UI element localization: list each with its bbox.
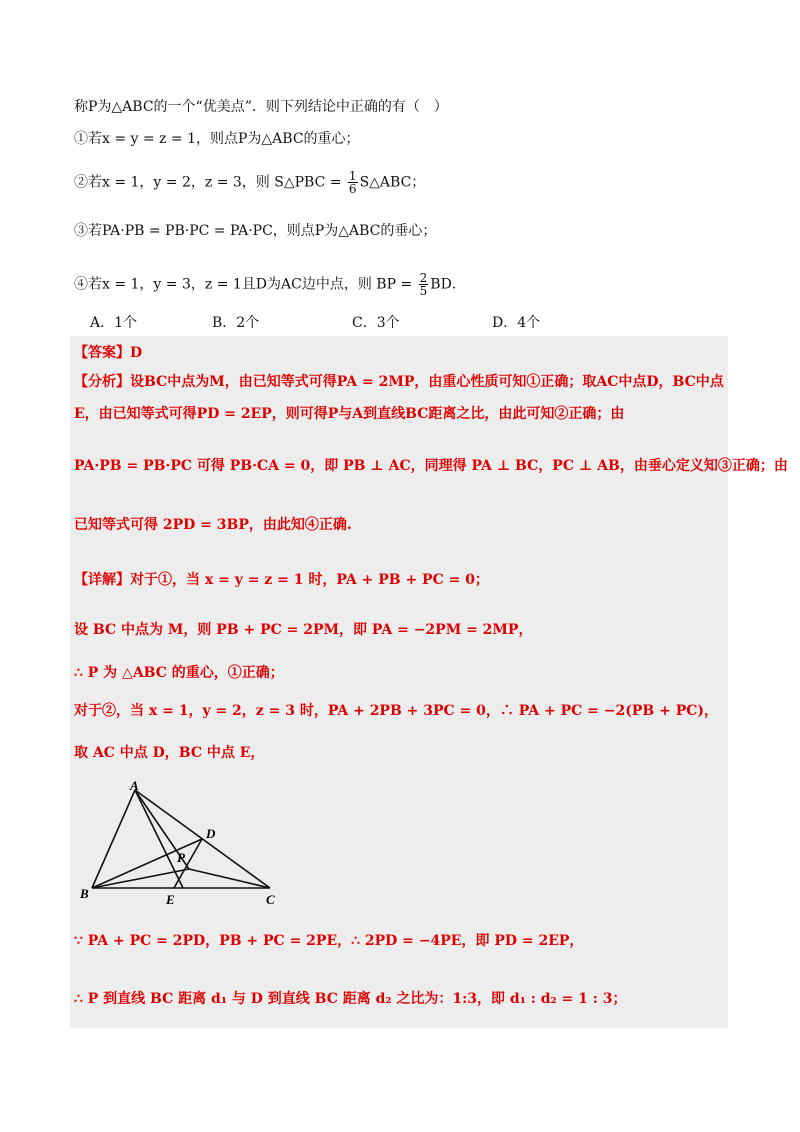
segment-ae xyxy=(135,790,183,888)
label-c: C xyxy=(266,892,275,907)
fraction-denominator: 5 xyxy=(419,284,428,298)
option-a[interactable]: A．1个 xyxy=(90,315,138,331)
detail-line-2: 设 BC 中点为 M，则 PB + PC = 2PM，即 PA = −2PM = 2MP， xyxy=(74,622,533,638)
statement-2-conditions: x = 1，y = 2，z = 3，则 xyxy=(102,174,270,191)
statement-4-bd: BD． xyxy=(430,276,466,293)
analysis-line-4: 已知等式可得 2PD = 3BP，由此知④正确. xyxy=(74,517,352,533)
detail-line-7: ∴ P 到直线 BC 距离 d₁ 与 D 到直线 BC 距离 d₂ 之比为：1:3，即 d₁ : d₂ = 1 : 3； xyxy=(74,991,627,1007)
analysis-line-3: PA·PB = PB·PC 可得 PB·CA = 0，即 PB ⊥ AC，同理得 PA ⊥ BC，PC ⊥ AB，由垂心定义知③正确；由 xyxy=(74,458,788,474)
fraction-numerator: 1 xyxy=(348,169,357,183)
answer-label: 【答案】D xyxy=(74,345,143,361)
analysis-line-2: E，由已知等式可得PD = 2EP，则可得P与A到直线BC距离之比，由此可知②正确；由 xyxy=(74,406,625,422)
question-intro: 称P为△ABC的一个“优美点”．则下列结论中正确的有（ ） xyxy=(74,99,448,115)
analysis-line-1: 【分析】设BC中点为M，由已知等式可得PA = 2MP，由重心性质可知①正确；取AC中点D，BC中点 xyxy=(74,374,724,390)
statement-2-area-right: S△ABC； xyxy=(359,174,426,191)
segment-bp xyxy=(92,869,189,888)
detail-line-1: 【详解】对于①，当 x = y = z = 1 时，PA + PB + PC = 0； xyxy=(74,572,489,588)
edge-ca xyxy=(135,790,270,888)
detail-line-6: ∵ PA + PC = 2PD，PB + PC = 2PE，∴ 2PD = −4PE，即 PD = 2EP， xyxy=(74,933,584,949)
statement-4-bp: BP = xyxy=(376,276,417,293)
option-d[interactable]: D．4个 xyxy=(492,315,541,331)
label-e: E xyxy=(166,892,175,907)
fraction-denominator: 6 xyxy=(348,182,357,196)
label-d: D xyxy=(206,826,216,841)
statement-2 xyxy=(74,170,425,195)
statement-4 xyxy=(74,272,466,297)
option-c[interactable]: C．3个 xyxy=(352,315,400,331)
statement-2-area-left: S△PBC = xyxy=(274,174,346,191)
label-p: P xyxy=(177,850,185,865)
fraction-two-fifths xyxy=(419,272,429,297)
fraction-numerator: 2 xyxy=(419,271,428,285)
statement-1: ①若x = y = z = 1，则点P为△ABC的重心； xyxy=(74,131,360,147)
edge-ab xyxy=(92,790,135,888)
option-b[interactable]: B．2个 xyxy=(212,315,260,331)
answer-panel xyxy=(70,336,728,1028)
fraction-one-sixth xyxy=(348,170,358,195)
label-a: A xyxy=(130,780,139,793)
label-b: B xyxy=(80,886,89,901)
detail-line-3: ∴ P 为 △ABC 的重心，①正确； xyxy=(74,665,284,681)
triangle-figure xyxy=(80,780,290,910)
statement-4-text: ④若x = 1，y = 3，z = 1且D为AC边中点，则 xyxy=(74,276,372,293)
statement-3: ③若PA·PB = PB·PC = PA·PC，则点P为△ABC的垂心； xyxy=(74,223,437,239)
detail-line-5: 取 AC 中点 D，BC 中点 E， xyxy=(74,745,265,761)
detail-line-4: 对于②，当 x = 1，y = 2，z = 3 时，PA + 2PB + 3PC = 0，∴ PA + PC = −2(PB + PC)， xyxy=(74,703,718,719)
statement-2-prefix: ②若 xyxy=(74,174,102,191)
